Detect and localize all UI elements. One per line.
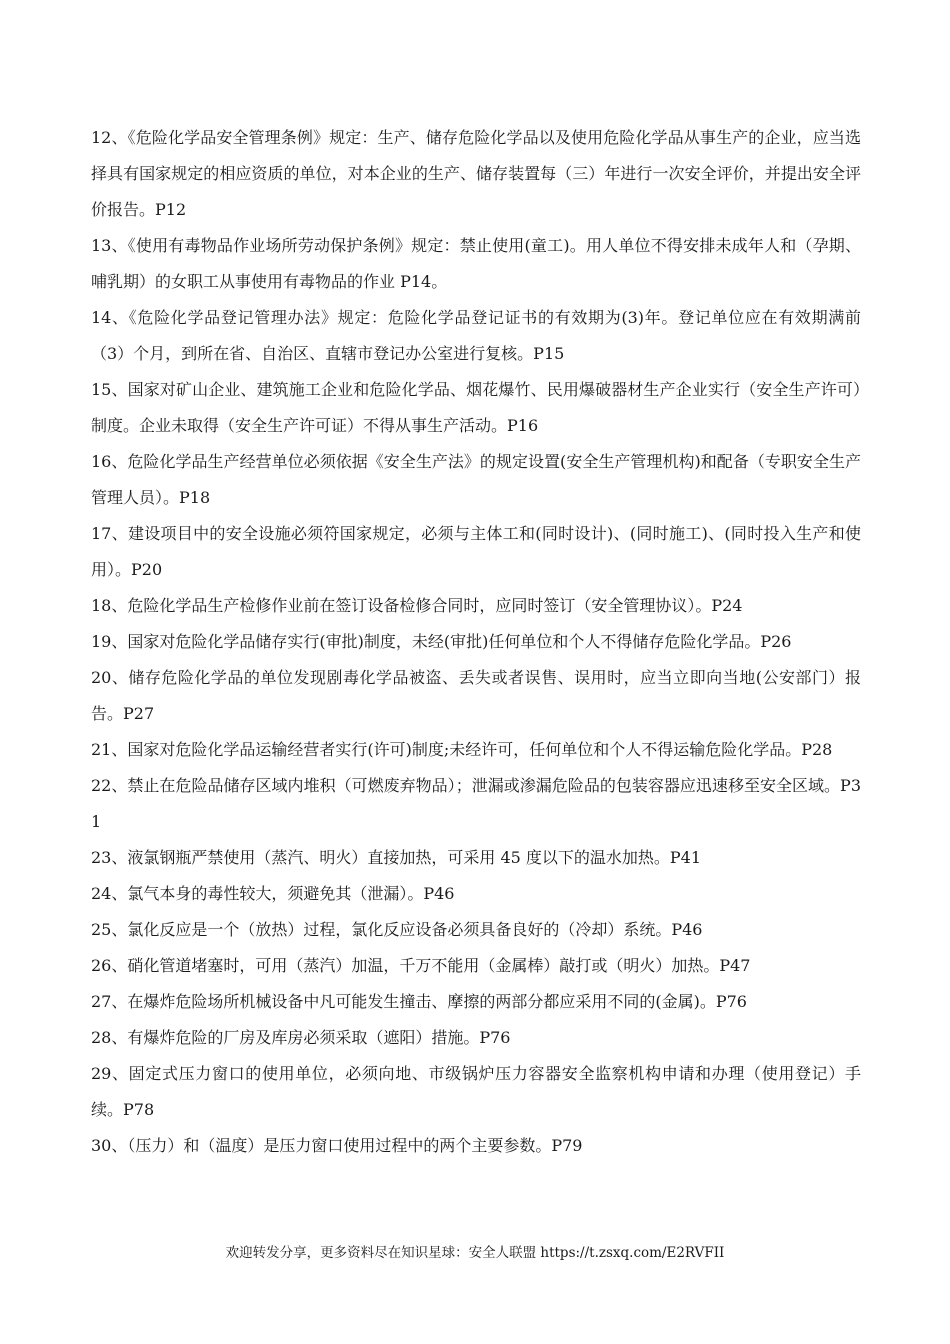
list-item: 15、国家对矿山企业、建筑施工企业和危险化学品、烟花爆竹、民用爆破器材生产企业实行（安全生产许可）制度。企业未取得（安全生产许可证）不得从事生产活动。P16: [91, 380, 861, 435]
list-item: 29、固定式压力窗口的使用单位，必须向地、市级锅炉压力容器安全监察机构申请和办理（使用登记）手续。P78: [91, 1064, 861, 1119]
list-item: 23、液氯钢瓶严禁使用（蒸汽、明火）直接加热，可采用 45 度以下的温水加热。P41: [91, 848, 702, 867]
list-item: 19、国家对危险化学品储存实行(审批)制度，未经(审批)任何单位和个人不得储存危险化学品。P26: [91, 632, 792, 651]
list-item: 28、有爆炸危险的厂房及库房必须采取（遮阳）措施。P76: [91, 1028, 511, 1047]
list-item: 25、氯化反应是一个（放热）过程，氯化反应设备必须具备良好的（冷却）系统。P46: [91, 920, 703, 939]
list-item: 17、建设项目中的安全设施必须符国家规定，必须与主体工和(同时设计)、(同时施工)、(同时投入生产和使用）。P20: [91, 524, 861, 579]
list-item: 21、国家对危险化学品运输经营者实行(许可)制度;未经许可，任何单位和个人不得运输危险化学品。P28: [91, 740, 833, 759]
list-item: 24、氯气本身的毒性较大，须避免其（泄漏）。P46: [91, 884, 455, 903]
list-item: 18、危险化学品生产检修作业前在签订设备检修合同时，应同时签订（安全管理协议）。P24: [91, 596, 743, 615]
page-footer: 欢迎转发分享，更多资料尽在知识星球：安全人联盟 https://t.zsxq.com/E2RVFII: [225, 1245, 725, 1261]
list-item: 30、（压力）和（温度）是压力窗口使用过程中的两个主要参数。P79: [91, 1136, 583, 1155]
document-body: [91, 120, 861, 1164]
list-item: 12、《危险化学品安全管理条例》规定：生产、储存危险化学品以及使用危险化学品从事生产的企业，应当选择具有国家规定的相应资质的单位，对本企业的生产、储存装置每（三）年进行一次安全评价，并提出安全评价报告。P12: [91, 128, 861, 219]
list-item: 22、禁止在危险品储存区域内堆积（可燃废弃物品）；泄漏或渗漏危险品的包装容器应迅速移至安全区域。P31: [91, 776, 861, 831]
list-item: 14、《危险化学品登记管理办法》规定：危险化学品登记证书的有效期为(3)年。登记单位应在有效期满前（3）个月，到所在省、自治区、直辖市登记办公室进行复核。P15: [91, 308, 861, 363]
list-item: 20、储存危险化学品的单位发现剧毒化学品被盗、丢失或者误售、误用时，应当立即向当地(公安部门）报告。P27: [91, 668, 861, 723]
list-item: 16、危险化学品生产经营单位必须依据《安全生产法》的规定设置(安全生产管理机构)和配备（专职安全生产管理人员）。P18: [91, 452, 861, 507]
list-item: 27、在爆炸危险场所机械设备中凡可能发生撞击、摩擦的两部分都应采用不同的(金属)。P76: [91, 992, 747, 1011]
list-item: 13、《使用有毒物品作业场所劳动保护条例》规定：禁止使用(童工)。用人单位不得安排未成年人和（孕期、哺乳期）的女职工从事使用有毒物品的作业 P14。: [91, 236, 861, 291]
list-item: 26、硝化管道堵塞时，可用（蒸汽）加温，千万不能用（金属棒）敲打或（明火）加热。P47: [91, 956, 751, 975]
